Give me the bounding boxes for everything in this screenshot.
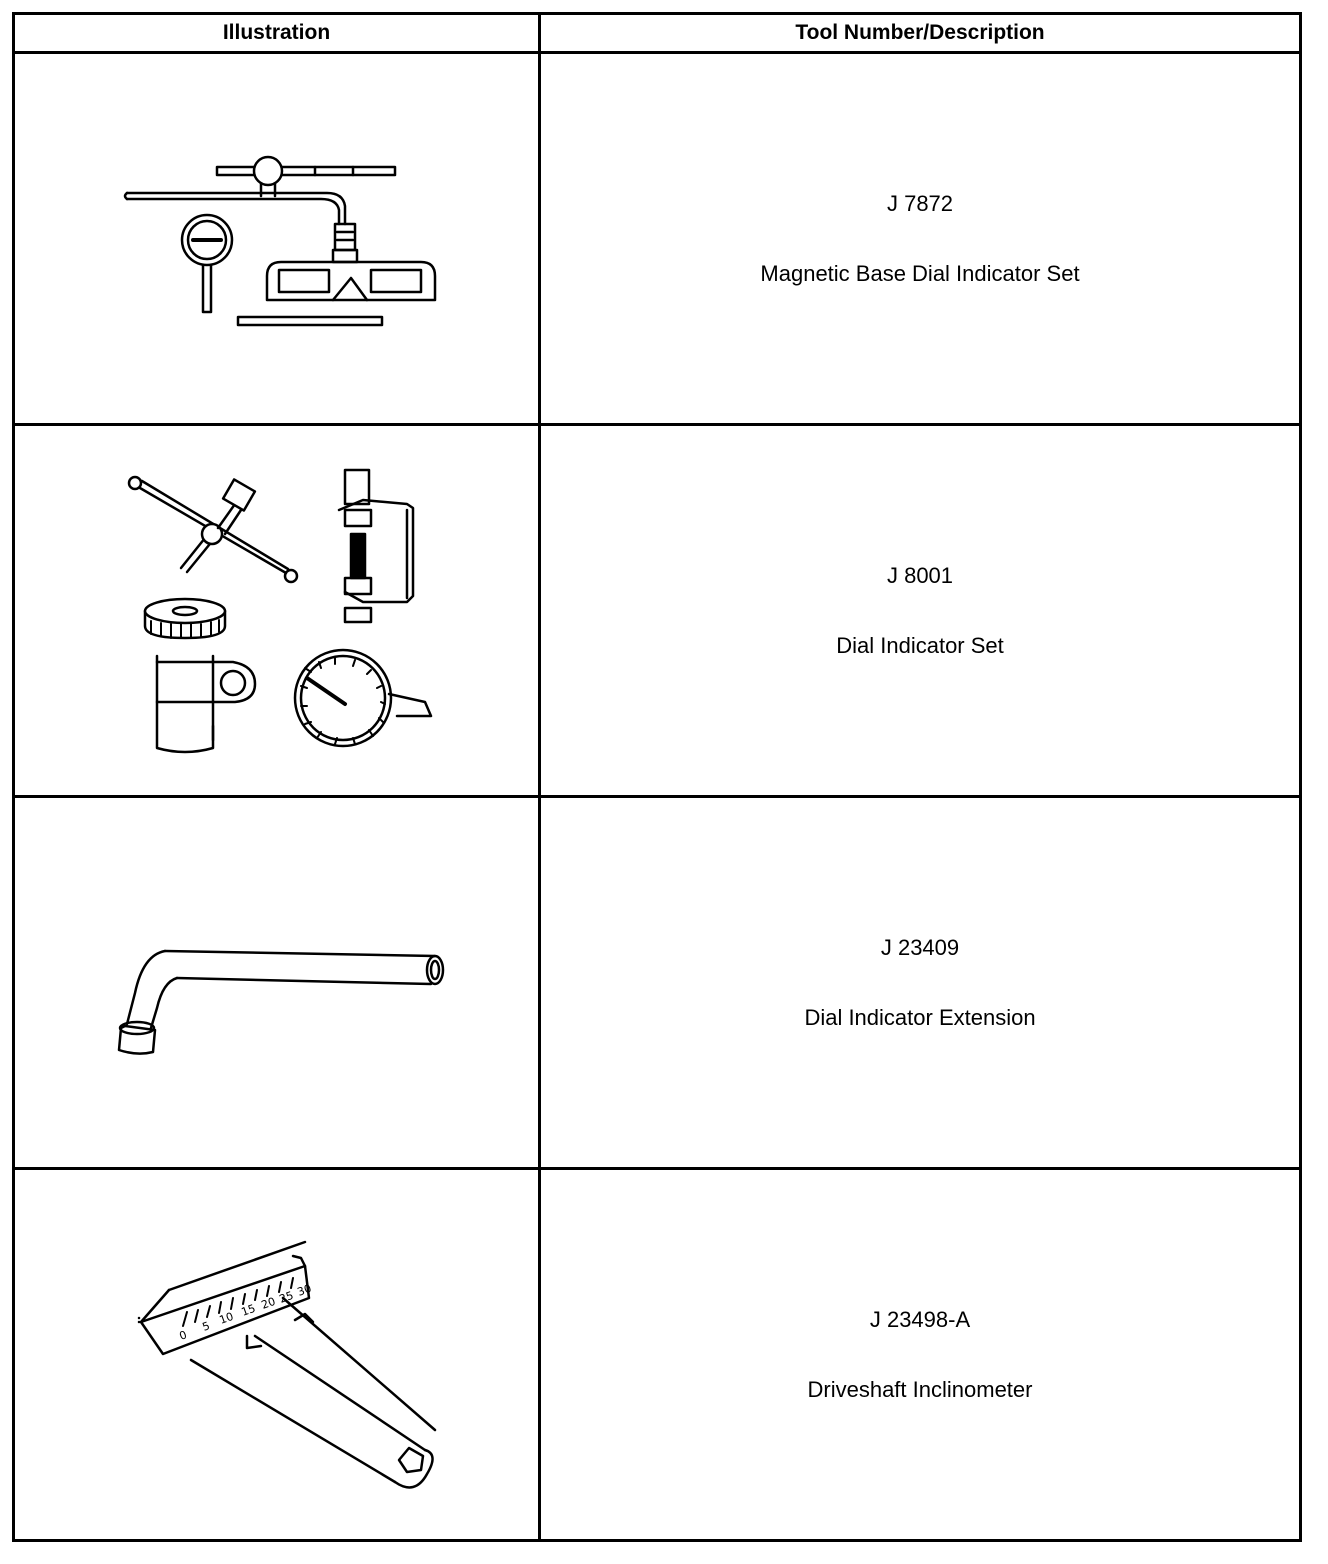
description-cell: [540, 53, 1301, 425]
magnetic-base-dial-indicator-set-drawing: [15, 54, 541, 423]
tool-description-header: Tool Number/Description: [540, 14, 1301, 53]
tool-description: Dial Indicator Set: [836, 632, 1004, 658]
scale-label-20: 20: [259, 1294, 278, 1312]
tool-number: J 23498-A: [869, 1306, 971, 1332]
scale-label-15: 15: [239, 1301, 258, 1319]
tool-description: Dial Indicator Extension: [804, 1004, 1036, 1030]
tool-description: Driveshaft Inclinometer: [807, 1376, 1033, 1402]
tool-description: Magnetic Base Dial Indicator Set: [760, 260, 1080, 286]
table-row: [14, 53, 1301, 425]
scale-label-10: 10: [217, 1309, 236, 1327]
table-row: [14, 425, 1301, 797]
dial-indicator-extension-drawing: [15, 798, 541, 1167]
illustration-cell: [14, 797, 540, 1169]
scale-label-30: 30: [295, 1281, 314, 1299]
illustration-cell: [14, 1169, 540, 1541]
description-cell: [540, 1169, 1301, 1541]
dial-indicator-set-drawing: [15, 426, 541, 795]
header-row: [14, 14, 1301, 53]
illustration-cell: [14, 53, 540, 425]
scale-label-5: 5: [200, 1319, 212, 1334]
scale-label-25: 25: [277, 1288, 296, 1306]
driveshaft-inclinometer-drawing: [15, 1170, 541, 1539]
description-cell: [540, 425, 1301, 797]
scale-label-0: 0: [177, 1328, 189, 1343]
tool-number: J 23409: [880, 934, 960, 960]
table-row: [14, 797, 1301, 1169]
description-cell: [540, 797, 1301, 1169]
tool-number: J 8001: [886, 562, 954, 588]
special-tools-table: [12, 12, 1302, 1542]
illustration-header: Illustration: [14, 14, 540, 53]
illustration-cell: [14, 425, 540, 797]
tool-number: J 7872: [886, 190, 954, 216]
table-row: [14, 1169, 1301, 1541]
